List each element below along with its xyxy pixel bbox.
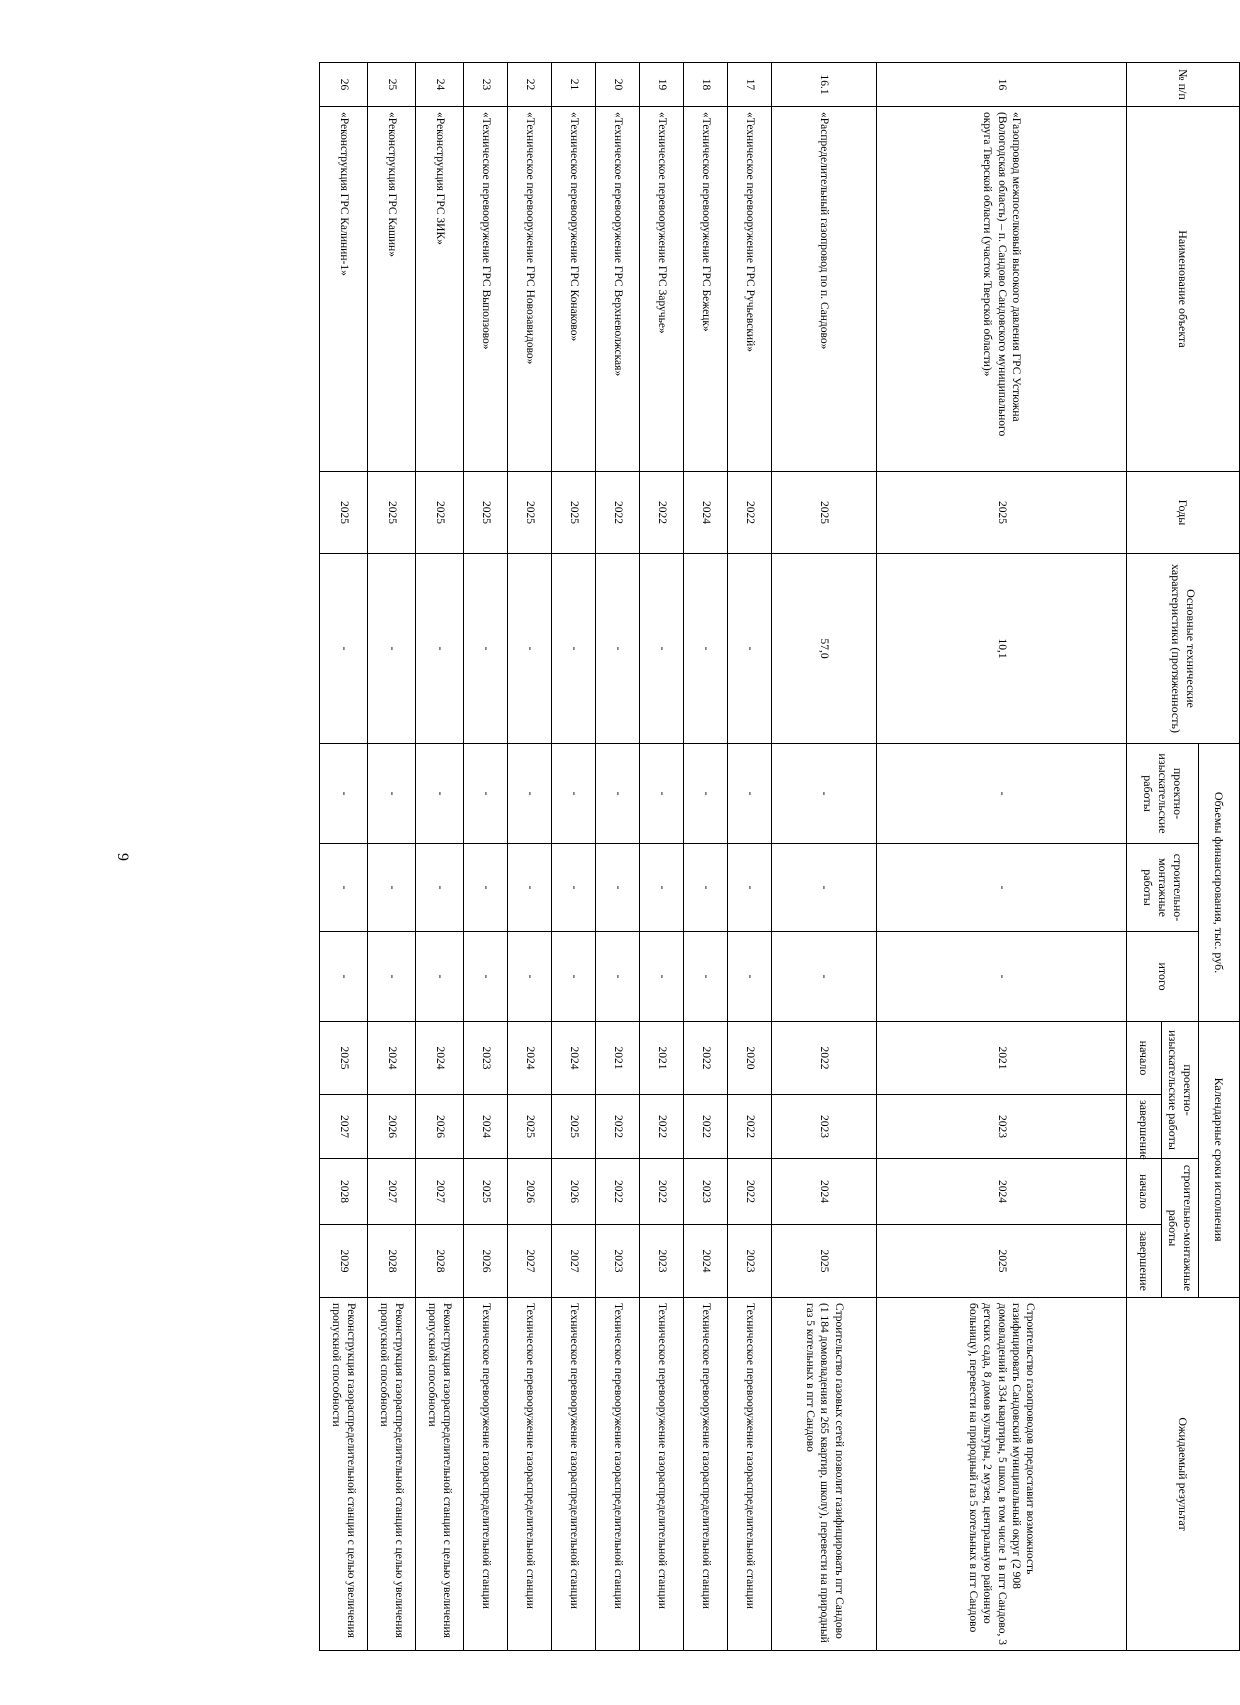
design-start-year: 2021 [877,1022,1127,1095]
design-start-year: 2023 [464,1022,508,1095]
construction-end-year: 2027 [508,1225,552,1298]
design-start-year: 2024 [416,1022,464,1095]
design-start-year: 2022 [684,1022,728,1095]
construction-end-year: 2023 [640,1225,684,1298]
construction-start-year: 2024 [877,1159,1127,1225]
header-funding: Объемы финансирования, тыс. руб. [1199,744,1240,1022]
funding-construction-value: - [684,844,728,932]
funding-construction-value: - [877,844,1127,932]
object-name: «Техническое перевооружение ГРС Бежецк» [684,107,728,472]
design-start-year: 2021 [640,1022,684,1095]
design-start-year: 2020 [728,1022,772,1095]
header-funding-design: проектно-изыскательские работы [1127,744,1199,844]
header-construction-start: начало [1127,1159,1162,1225]
row-years: 2022 [640,472,684,554]
funding-design-value: - [320,744,368,844]
header-name: Наименование объекта [1127,107,1240,472]
funding-construction-value: - [416,844,464,932]
funding-design-value: - [640,744,684,844]
page-number: 9 [114,853,131,861]
construction-end-year: 2025 [877,1225,1127,1298]
construction-start-year: 2022 [728,1159,772,1225]
expected-result: Реконструкция газораспределительной станции с целью увеличения пропускной способности [416,1298,464,1651]
funding-construction-value: - [772,844,877,932]
funding-design-value: - [596,744,640,844]
construction-end-year: 2026 [464,1225,508,1298]
construction-start-year: 2028 [320,1159,368,1225]
funding-construction-value: - [728,844,772,932]
row-years: 2025 [552,472,596,554]
funding-total-value: - [368,932,416,1022]
row-years: 2025 [368,472,416,554]
funding-design-value: - [552,744,596,844]
row-num: 20 [596,63,640,107]
row-years: 2025 [416,472,464,554]
row-specs: - [728,554,772,744]
row-num: 16.1 [772,63,877,107]
funding-total-value: - [877,932,1127,1022]
expected-result: Техническое перевооружение газораспределительной станции [552,1298,596,1651]
funding-design-value: - [684,744,728,844]
header-construction-end: завершение [1127,1225,1162,1298]
design-start-year: 2022 [772,1022,877,1095]
object-name: «Техническое перевооружение ГРС Верхневолжская» [596,107,640,472]
table-row [368,63,416,1651]
row-num: 19 [640,63,684,107]
design-end-year: 2022 [596,1095,640,1159]
header-schedule: Календарные сроки исполнения [1199,1022,1240,1298]
design-start-year: 2021 [596,1022,640,1095]
object-name: «Реконструкция ГРС Кашин» [368,107,416,472]
row-years: 2025 [877,472,1127,554]
construction-end-year: 2027 [552,1225,596,1298]
rotated-page [160,62,1240,1650]
expected-result: Техническое перевооружение газораспределительной станции [464,1298,508,1651]
funding-total-value: - [552,932,596,1022]
object-name: «Газопровод межпоселковый высокого давления ГРС Устюжна (Вологодская область) – п. Сандово Сандовского муниципального округа Тверской области (участок Тверской области)» [877,107,1127,472]
construction-end-year: 2028 [416,1225,464,1298]
funding-design-value: - [416,744,464,844]
row-specs: - [416,554,464,744]
funding-construction-value: - [464,844,508,932]
funding-construction-value: - [508,844,552,932]
header-funding-total: итого [1127,932,1199,1022]
funding-construction-value: - [320,844,368,932]
header-design-end: завершение [1127,1095,1162,1159]
table-row [464,63,508,1651]
funding-total-value: - [416,932,464,1022]
funding-construction-value: - [368,844,416,932]
table-body [320,63,1127,1651]
table-row [552,63,596,1651]
design-end-year: 2023 [877,1095,1127,1159]
design-start-year: 2024 [552,1022,596,1095]
funding-design-value: - [464,744,508,844]
funding-design-value: - [728,744,772,844]
construction-end-year: 2029 [320,1225,368,1298]
object-name: «Техническое перевооружение ГРС Ручьевский» [728,107,772,472]
header-num: № п/п [1127,63,1240,107]
row-specs: - [552,554,596,744]
object-name: «Распределительный газопровод по п. Сандово» [772,107,877,472]
construction-start-year: 2022 [640,1159,684,1225]
row-num: 24 [416,63,464,107]
row-years: 2025 [464,472,508,554]
table-row [772,63,877,1651]
construction-start-year: 2024 [772,1159,877,1225]
row-specs: 10,1 [877,554,1127,744]
table-row [508,63,552,1651]
header-funding-construction: строительно-монтажные работы [1127,844,1199,932]
funding-total-value: - [640,932,684,1022]
design-end-year: 2022 [640,1095,684,1159]
funding-design-value: - [877,744,1127,844]
construction-end-year: 2025 [772,1225,877,1298]
funding-design-value: - [368,744,416,844]
design-start-year: 2024 [368,1022,416,1095]
construction-end-year: 2024 [684,1225,728,1298]
funding-total-value: - [320,932,368,1022]
expected-result: Строительство газовых сетей позволит газифицировать пгт Сандово (1 184 домовладения и 265 квартир, школу), перевести на природный газ 5 котельных в пгт Сандово [772,1298,877,1651]
row-specs: - [320,554,368,744]
construction-start-year: 2027 [368,1159,416,1225]
design-end-year: 2025 [552,1095,596,1159]
header-result: Ожидаемый результат [1127,1298,1240,1651]
construction-start-year: 2025 [464,1159,508,1225]
design-start-year: 2024 [508,1022,552,1095]
funding-design-value: - [772,744,877,844]
table-row [320,63,368,1651]
table-row [684,63,728,1651]
construction-end-year: 2023 [728,1225,772,1298]
header-specs: Основные технические характеристики (протяженность) [1127,554,1240,744]
funding-total-value: - [464,932,508,1022]
row-specs: - [684,554,728,744]
expected-result: Реконструкция газораспределительной станции с целью увеличения пропускной способности [320,1298,368,1651]
row-years: 2025 [508,472,552,554]
design-end-year: 2026 [416,1095,464,1159]
gas-objects-table [319,62,1240,1651]
expected-result: Техническое перевооружение газораспределительной станции [508,1298,552,1651]
row-num: 25 [368,63,416,107]
construction-start-year: 2023 [684,1159,728,1225]
construction-start-year: 2027 [416,1159,464,1225]
table-row [728,63,772,1651]
header-design-start: начало [1127,1022,1162,1095]
expected-result: Реконструкция газораспределительной станции с целью увеличения пропускной способности [368,1298,416,1651]
funding-construction-value: - [640,844,684,932]
table-row [416,63,464,1651]
row-years: 2022 [596,472,640,554]
row-specs: - [464,554,508,744]
header-years: Годы [1127,472,1240,554]
construction-start-year: 2022 [596,1159,640,1225]
design-start-year: 2025 [320,1022,368,1095]
row-years: 2025 [772,472,877,554]
row-num: 16 [877,63,1127,107]
row-years: 2024 [684,472,728,554]
design-end-year: 2022 [728,1095,772,1159]
design-end-year: 2026 [368,1095,416,1159]
row-num: 21 [552,63,596,107]
row-specs: - [508,554,552,744]
funding-total-value: - [728,932,772,1022]
design-end-year: 2024 [464,1095,508,1159]
construction-start-year: 2026 [508,1159,552,1225]
table-row [640,63,684,1651]
row-specs: 57,0 [772,554,877,744]
object-name: «Техническое перевооружение ГРС Конаково» [552,107,596,472]
row-years: 2025 [320,472,368,554]
design-end-year: 2022 [684,1095,728,1159]
header-construction-works: строительно-монтажные работы [1162,1159,1199,1298]
construction-end-year: 2023 [596,1225,640,1298]
row-num: 22 [508,63,552,107]
row-num: 23 [464,63,508,107]
row-years: 2022 [728,472,772,554]
row-num: 18 [684,63,728,107]
expected-result: Строительство газопроводов предоставит возможность газифицировать Сандовский муниципальный округ (2 908 домовладений и 334 квартиры, 5 школ, в том числе 1 в пгт Сандово, 3 детских сада, 8 домов культуры, 2 музея, центральную районную больницу), перевести на природный газ 5 котельных в пгт Сандово [877,1298,1127,1651]
table-row [596,63,640,1651]
expected-result: Техническое перевооружение газораспределительной станции [728,1298,772,1651]
row-specs: - [640,554,684,744]
design-end-year: 2027 [320,1095,368,1159]
row-specs: - [596,554,640,744]
object-name: «Техническое перевооружение ГРС Заручье» [640,107,684,472]
expected-result: Техническое перевооружение газораспределительной станции [640,1298,684,1651]
funding-total-value: - [684,932,728,1022]
table-row [877,63,1127,1651]
funding-construction-value: - [596,844,640,932]
funding-design-value: - [508,744,552,844]
construction-start-year: 2026 [552,1159,596,1225]
expected-result: Техническое перевооружение газораспределительной станции [684,1298,728,1651]
row-specs: - [368,554,416,744]
funding-total-value: - [508,932,552,1022]
expected-result: Техническое перевооружение газораспределительной станции [596,1298,640,1651]
funding-total-value: - [772,932,877,1022]
row-num: 17 [728,63,772,107]
funding-total-value: - [596,932,640,1022]
object-name: «Техническое перевооружение ГРС Новозавидово» [508,107,552,472]
header-design-works: проектно-изыскательские работы [1162,1022,1199,1159]
object-name: «Техническое перевооружение ГРС Выползово» [464,107,508,472]
object-name: «Реконструкция ГРС Калинин-1» [320,107,368,472]
construction-end-year: 2028 [368,1225,416,1298]
funding-construction-value: - [552,844,596,932]
design-end-year: 2023 [772,1095,877,1159]
design-end-year: 2025 [508,1095,552,1159]
object-name: «Реконструкция ГРС ЗИК» [416,107,464,472]
row-num: 26 [320,63,368,107]
